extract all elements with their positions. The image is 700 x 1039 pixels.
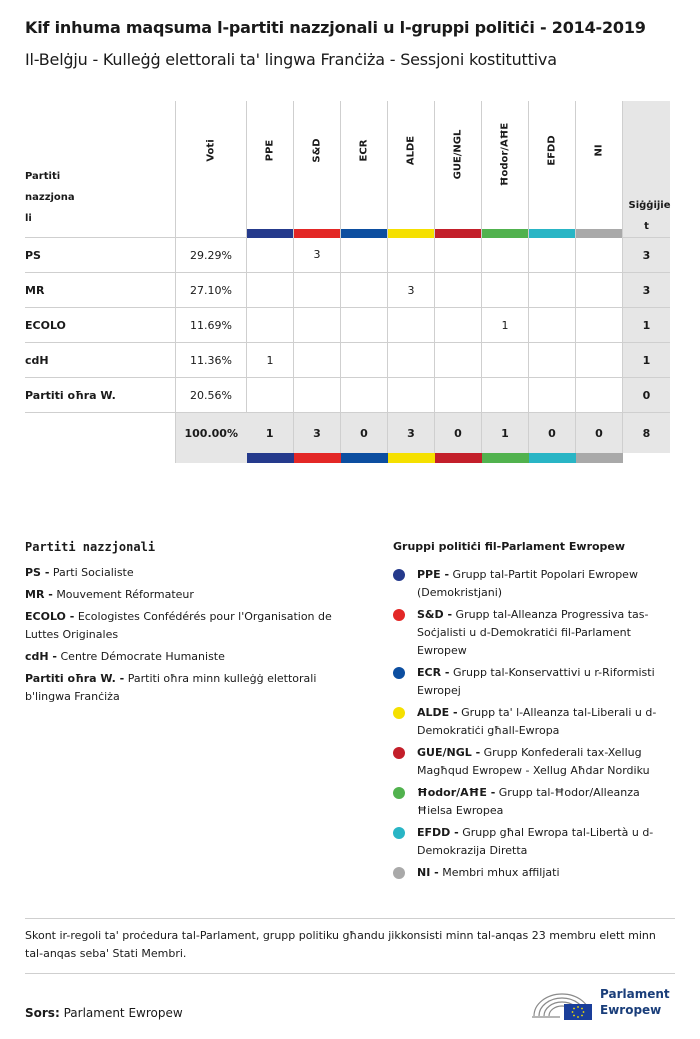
- total-group-seats: 0: [435, 413, 482, 454]
- party-votes: 27.10%: [176, 273, 247, 308]
- political-groups-legend: [393, 538, 678, 886]
- group-seat-cell: [294, 378, 341, 413]
- gue-ngl-color-swatch: [435, 453, 482, 463]
- alde-color-bar: [388, 229, 434, 238]
- group-header-ni: NI: [576, 101, 623, 238]
- group-legend-heading: Gruppi politiċi fil-Parlament Ewropew: [393, 540, 626, 553]
- legend-item: PS - Parti Socialiste: [25, 566, 134, 579]
- rules-note: Skont ir-regoli ta' proċedura tal-Parlament, grupp politiku għandu jikkonsisti minn tal-anqas 23 membru elett minn tal-anqas seba' Stati Membri.: [25, 918, 675, 974]
- group-seat-cell: [294, 273, 341, 308]
- legend-item: ALDE - Grupp ta' l-Alleanza tal-Liberali u d-Demokratiċi għall-Ewropa: [393, 704, 678, 740]
- sd-dot-icon: [393, 609, 405, 621]
- table-row: [25, 238, 670, 273]
- group-seat-cell: [388, 378, 435, 413]
- party-name: MR: [25, 273, 176, 308]
- group-header-efdd: EFDD: [529, 101, 576, 238]
- group-header-alde: ALDE: [388, 101, 435, 238]
- source-label: Sors:: [25, 1006, 60, 1020]
- ppe-color-bar: [247, 229, 293, 238]
- group-seat-cell: [529, 343, 576, 378]
- ecr-dot-icon: [393, 667, 405, 679]
- group-seat-cell: 1: [247, 343, 294, 378]
- seats-column-header: Siġġijie t: [623, 101, 671, 238]
- group-header-gue-ngl: GUE/NGL: [435, 101, 482, 238]
- total-group-seats: 0: [576, 413, 623, 454]
- efdd-dot-icon: [393, 827, 405, 839]
- national-parties-legend: [25, 538, 355, 710]
- group-seat-cell: [529, 238, 576, 273]
- color-row-spacer: [25, 453, 176, 463]
- group-seat-cell: [529, 308, 576, 343]
- group-seat-cell: [388, 308, 435, 343]
- votes-column-header: Voti: [176, 101, 247, 238]
- totals-color-row: [25, 453, 670, 463]
- total-group-seats: 1: [482, 413, 529, 454]
- group-seat-cell: [576, 378, 623, 413]
- group-seat-cell: [482, 343, 529, 378]
- group-seat-cell: [482, 378, 529, 413]
- group-seat-cell: [576, 238, 623, 273]
- gue-ngl-dot-icon: [393, 747, 405, 759]
- table-row: [25, 343, 670, 378]
- party-name: PS: [25, 238, 176, 273]
- legend-item: cdH - Centre Démocrate Humaniste: [25, 650, 225, 663]
- legend-item: ECR - Grupp tal-Konservattivi u r-Riformisti Ewropej: [393, 664, 678, 700]
- party-seats: 3: [623, 273, 671, 308]
- group-seat-cell: [388, 343, 435, 378]
- group-seat-cell: [435, 238, 482, 273]
- group-seat-cell: [576, 273, 623, 308]
- total-group-seats: 1: [247, 413, 294, 454]
- total-votes: 100.00%: [176, 413, 247, 454]
- group-seat-cell: [341, 238, 388, 273]
- group-seat-cell: [576, 308, 623, 343]
- legend-item: Partiti oħra W. - Partiti oħra minn kulleġġ elettorali b'lingwa Franċiża: [25, 672, 317, 703]
- table-row: [25, 378, 670, 413]
- group-seat-cell: [341, 343, 388, 378]
- legend-item: ECOLO - Ecologistes Confédérés pour l'Organisation de Luttes Originales: [25, 610, 332, 641]
- legend-item: Ħodor/AĦE - Grupp tal-Ħodor/Alleanza Ħielsa Ewropea: [393, 784, 678, 820]
- group-header-greens: Ħodor/AĦE: [482, 101, 529, 238]
- legend-item: GUE/NGL - Grupp Konfederali tax-Xellug Magħqud Ewropew - Xellug Aħdar Nordiku: [393, 744, 678, 780]
- group-seat-cell: 3: [294, 238, 341, 273]
- group-seat-cell: 3: [388, 273, 435, 308]
- alde-dot-icon: [393, 707, 405, 719]
- group-seat-cell: [294, 308, 341, 343]
- group-seat-cell: 1: [482, 308, 529, 343]
- party-votes: 20.56%: [176, 378, 247, 413]
- totals-row: [25, 413, 670, 454]
- party-seats: 3: [623, 238, 671, 273]
- table-header-row: [25, 101, 670, 238]
- group-seat-cell: [482, 238, 529, 273]
- party-votes: 11.69%: [176, 308, 247, 343]
- group-seat-cell: [576, 343, 623, 378]
- ni-color-swatch: [576, 453, 623, 463]
- results-table: [25, 101, 670, 463]
- party-votes: 11.36%: [176, 343, 247, 378]
- group-seat-cell: [435, 273, 482, 308]
- group-seat-cell: [247, 308, 294, 343]
- party-name: cdH: [25, 343, 176, 378]
- logo-wordmark: Parlament Ewropew: [600, 987, 670, 1017]
- legend-item: S&D - Grupp tal-Alleanza Progressiva tas-Soċjalisti u d-Demokratiċi fil-Parlament Ewropew: [393, 606, 678, 660]
- legend-item: NI - Membri mhux affiljati: [393, 864, 678, 882]
- group-seat-cell: [482, 273, 529, 308]
- ecr-color-bar: [341, 229, 387, 238]
- party-column-header: Partiti nazzjona li: [25, 101, 176, 238]
- party-seats: 0: [623, 378, 671, 413]
- page-title: Kif inhuma maqsuma l-partiti nazzjonali u l-gruppi politiċi - 2014-2019: [25, 18, 646, 37]
- national-legend-heading: Partiti nazzjonali: [25, 540, 156, 554]
- group-seat-cell: [435, 308, 482, 343]
- total-seats: 8: [623, 413, 671, 454]
- efdd-color-bar: [529, 229, 575, 238]
- sd-color-swatch: [294, 453, 341, 463]
- color-row-seats-filler: [623, 453, 671, 463]
- alde-color-swatch: [388, 453, 435, 463]
- group-header-sd: S&D: [294, 101, 341, 238]
- ppe-dot-icon: [393, 569, 405, 581]
- group-seat-cell: [247, 378, 294, 413]
- parliament-hemicycle-icon: [530, 986, 594, 1022]
- greens-color-swatch: [482, 453, 529, 463]
- total-group-seats: 3: [294, 413, 341, 454]
- total-group-seats: 3: [388, 413, 435, 454]
- totals-spacer: [25, 413, 176, 454]
- source-line: [25, 1006, 183, 1020]
- group-seat-cell: [388, 238, 435, 273]
- party-votes: 29.29%: [176, 238, 247, 273]
- group-seat-cell: [435, 378, 482, 413]
- total-group-seats: 0: [341, 413, 388, 454]
- group-seat-cell: [341, 273, 388, 308]
- greens-dot-icon: [393, 787, 405, 799]
- table-row: [25, 308, 670, 343]
- ni-dot-icon: [393, 867, 405, 879]
- group-seat-cell: [341, 378, 388, 413]
- page-subtitle: Il-Belġju - Kulleġġ elettorali ta' lingwa Franċiża - Sessjoni kostituttiva: [25, 50, 557, 69]
- legend-item: MR - Mouvement Réformateur: [25, 588, 194, 601]
- european-parliament-logo: [530, 984, 680, 1024]
- ni-color-bar: [576, 229, 622, 238]
- group-header-ppe: PPE: [247, 101, 294, 238]
- party-name: Partiti oħra W.: [25, 378, 176, 413]
- party-seats: 1: [623, 343, 671, 378]
- ppe-color-swatch: [247, 453, 294, 463]
- group-seat-cell: [435, 343, 482, 378]
- sd-color-bar: [294, 229, 340, 238]
- color-row-votes-filler: [176, 453, 247, 463]
- group-seat-cell: [529, 378, 576, 413]
- greens-color-bar: [482, 229, 528, 238]
- table-row: [25, 273, 670, 308]
- ecr-color-swatch: [341, 453, 388, 463]
- group-seat-cell: [294, 343, 341, 378]
- group-seat-cell: [247, 238, 294, 273]
- source-value: Parlament Ewropew: [63, 1006, 183, 1020]
- gue-ngl-color-bar: [435, 229, 481, 238]
- legend-item: PPE - Grupp tal-Partit Popolari Ewropew (Demokristjani): [393, 566, 678, 602]
- total-group-seats: 0: [529, 413, 576, 454]
- efdd-color-swatch: [529, 453, 576, 463]
- group-seat-cell: [529, 273, 576, 308]
- group-seat-cell: [341, 308, 388, 343]
- party-seats: 1: [623, 308, 671, 343]
- group-header-ecr: ECR: [341, 101, 388, 238]
- group-seat-cell: [247, 273, 294, 308]
- party-name: ECOLO: [25, 308, 176, 343]
- legend-item: EFDD - Grupp għal Ewropa tal-Libertà u d-Demokrazija Diretta: [393, 824, 678, 860]
